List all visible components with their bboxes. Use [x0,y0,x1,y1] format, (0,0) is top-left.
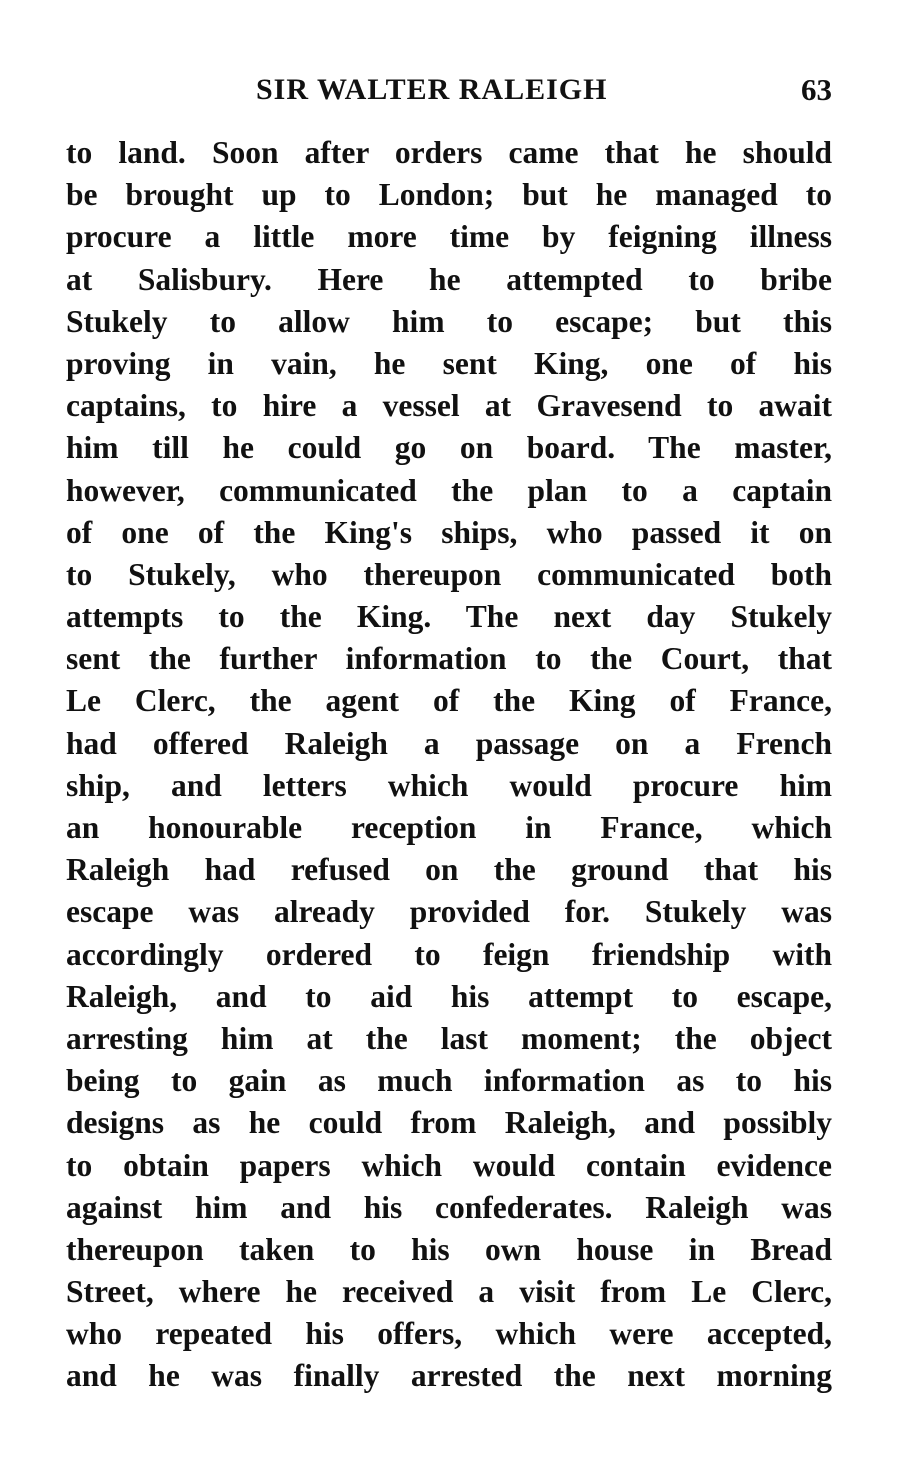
text-line: against him and his confederates. Raleigh was [66,1189,832,1225]
text-line: him till he could go on board. The master, [66,430,832,466]
text-line: to Stukely, who thereupon communicated both [66,556,832,592]
page-number: 63 [801,72,832,107]
text-line: who repeated his offers, which were accepted, [66,1316,832,1352]
text-line: sent the further information to the Court, that [66,641,832,677]
text-line: proving in vain, he sent King, one of his [66,345,832,381]
text-line: being to gain as much information as to his [66,1063,832,1099]
text-line: be brought up to London; but he managed to [66,177,832,213]
text-line: to obtain papers which would contain evidence [66,1147,832,1183]
running-title: SIR WALTER RALEIGH [256,73,608,106]
text-line: attempts to the King. The next day Stukely [66,599,832,635]
text-line: however, communicated the plan to a captain [66,472,832,508]
body-text [66,132,832,1398]
text-line: to land. Soon after orders came that he should [66,135,832,170]
text-line: procure a little more time by feigning illness [66,219,832,255]
text-line: Stukely to allow him to escape; but this [66,303,832,339]
text-line: Raleigh had refused on the ground that his [66,852,832,888]
text-line: escape was already provided for. Stukely was [66,894,832,930]
text-line: and he was finally arrested the next morning [66,1358,832,1394]
text-line: accordingly ordered to feign friendship with [66,936,832,972]
text-line: Le Clerc, the agent of the King of France, [66,683,832,719]
text-line: had offered Raleigh a passage on a French [66,725,832,761]
text-line: thereupon taken to his own house in Bread [66,1231,832,1267]
text-line: Raleigh, and to aid his attempt to escape, [66,978,832,1014]
text-line: designs as he could from Raleigh, and possibly [66,1105,832,1141]
running-head [66,70,832,120]
text-line: captains, to hire a vessel at Gravesend to await [66,388,832,424]
text-line: Street, where he received a visit from Le Clerc, [66,1274,832,1310]
text-line: arresting him at the last moment; the object [66,1020,832,1056]
text-line: an honourable reception in France, which [66,810,832,845]
text-line: ship, and letters which would procure him [66,767,832,803]
text-line: at Salisbury. Here he attempted to bribe [66,261,832,297]
text-line: of one of the King's ships, who passed it on [66,514,832,550]
